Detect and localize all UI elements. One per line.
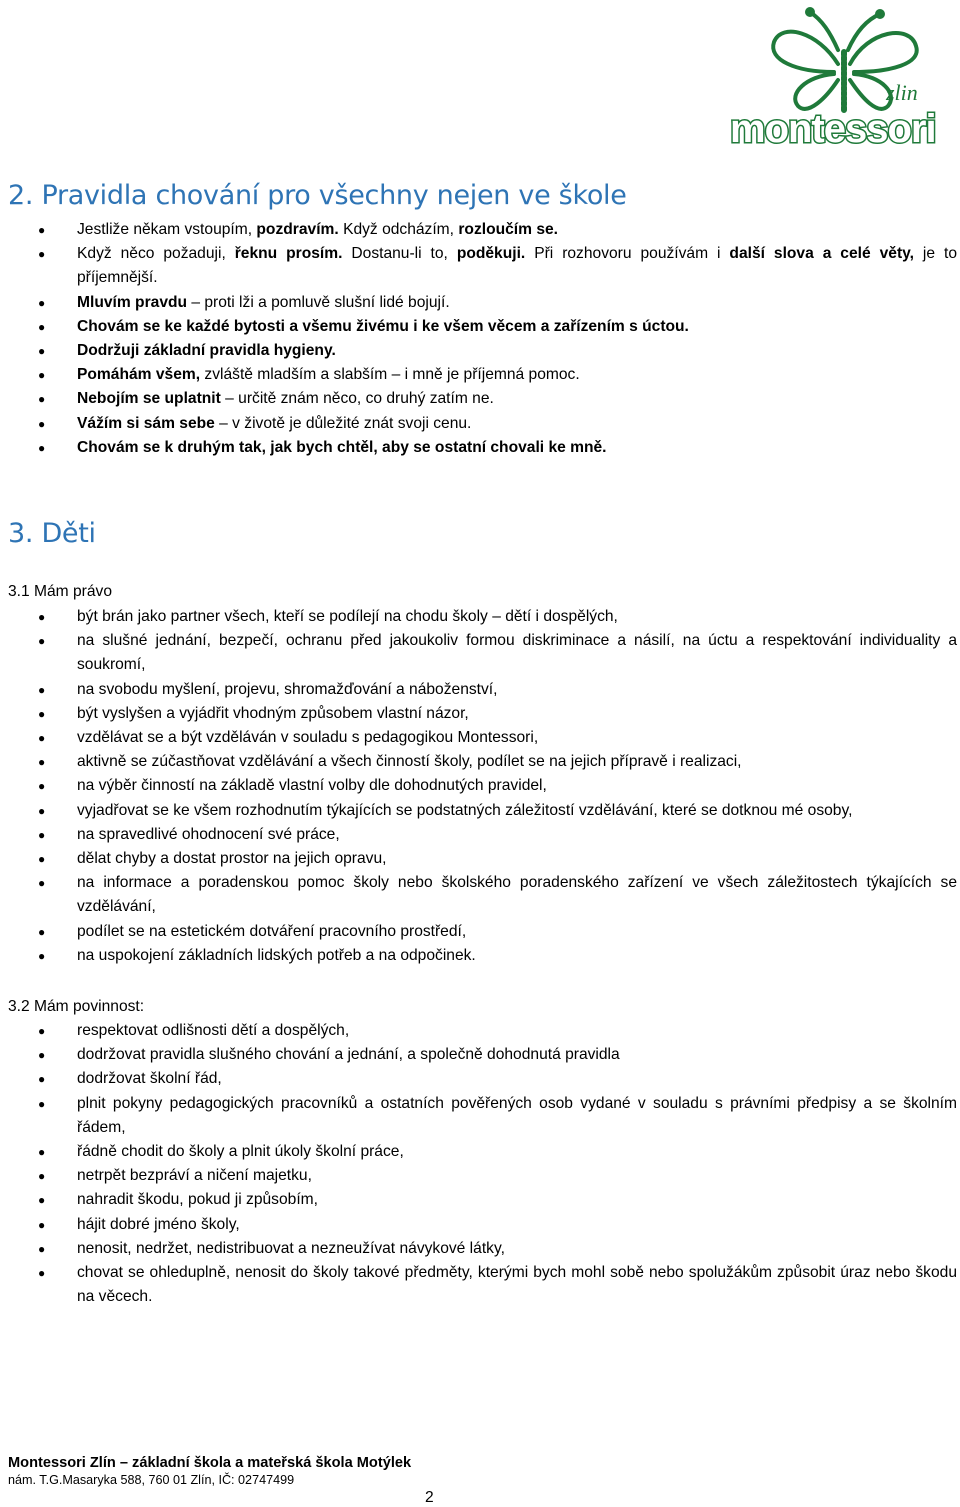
- duty-item-text: netrpět bezpráví a ničení majetku,: [77, 1167, 312, 1185]
- rule-item: [0, 218, 960, 242]
- bullet-icon: ●: [38, 1217, 46, 1232]
- bullet-icon: ●: [38, 247, 46, 262]
- duty-item: [0, 1213, 960, 1237]
- duty-item: [0, 1164, 960, 1188]
- bullet-icon: ●: [38, 1024, 46, 1038]
- right-item-text: být vyslyšen a vyjádřit vhodným způsobem vlastní názor,: [77, 704, 469, 722]
- duty-item-text: dodržovat pravidla slušného chování a jednání, a společně dohodnutá pravidla: [77, 1046, 620, 1064]
- right-item-text: vzdělávat se a být vzděláván v souladu s pedagogikou Montessori,: [77, 729, 539, 747]
- bullet-icon: ●: [38, 924, 46, 939]
- duty-item: [0, 1140, 960, 1164]
- page-number: 2: [425, 1489, 434, 1506]
- subsection-3-1-title: 3.1 Mám právo: [8, 583, 113, 600]
- bullet-icon: ●: [38, 1169, 46, 1184]
- rule-text: Nebojím se uplatnit: [77, 390, 221, 408]
- rule-text: pozdravím.: [256, 221, 339, 238]
- duty-item: [0, 1067, 960, 1091]
- right-item: [0, 871, 960, 919]
- rule-text: Vážím si sám sebe: [77, 414, 215, 432]
- rule-text: rozloučím se.: [458, 221, 558, 238]
- right-item-text: na svobodu myšlení, projevu, shromažďování a náboženství,: [77, 680, 498, 698]
- bullet-icon: ●: [38, 876, 46, 891]
- right-item-text: vyjadřovat se ke všem rozhodnutím týkajících se podstatných záležitostí vzdělávání, které se dotknou mé osoby,: [77, 801, 853, 819]
- bullet-icon: ●: [38, 440, 46, 455]
- rule-item: [0, 387, 960, 411]
- duty-item-text: řádně chodit do školy a plnit úkoly školní práce,: [77, 1143, 404, 1161]
- rule-text: je to příjemnější.: [77, 245, 957, 287]
- right-item: [0, 847, 960, 871]
- right-item: [0, 750, 960, 774]
- logo-text-montessori: montessori: [730, 107, 936, 151]
- duty-item-text: nahradit škodu, pokud ji způsobím,: [77, 1191, 318, 1209]
- bullet-icon: ●: [38, 1096, 46, 1111]
- rule-text: Mluvím pravdu: [77, 293, 188, 311]
- right-item: [0, 774, 960, 798]
- bullet-icon: ●: [38, 755, 46, 770]
- section-2-heading: 2. Pravidla chování pro všechny nejen ve škole: [8, 180, 627, 211]
- rule-text: – v životě je důležité znát svoji cenu.: [214, 414, 472, 432]
- logo-text-zlin: zlin: [886, 80, 918, 105]
- bullet-icon: ●: [38, 682, 46, 697]
- rule-text: Jestliže někam vstoupím,: [77, 221, 257, 238]
- duty-item: [0, 1043, 960, 1067]
- duty-item-text: hájit dobré jméno školy,: [77, 1215, 240, 1233]
- bullet-icon: ●: [38, 803, 46, 818]
- bullet-icon: ●: [38, 416, 46, 431]
- right-item: [0, 944, 960, 968]
- duty-item: [0, 1188, 960, 1212]
- duty-item: [0, 1237, 960, 1261]
- rule-text: – určitě znám něco, co druhý zatím ne.: [220, 390, 494, 408]
- footer-address: nám. T.G.Masaryka 588, 760 01 Zlín, IČ: 02747499: [8, 1473, 295, 1487]
- rule-text: Pomáhám všem,: [77, 366, 201, 384]
- rule-text: Chovám se ke každé bytosti a všemu živému i ke všem věcem a zařízením s úctou.: [77, 317, 689, 335]
- footer: [8, 1454, 411, 1488]
- rule-text: – proti lži a pomluvě slušní lidé bojují.: [187, 293, 450, 311]
- bullet-icon: ●: [38, 852, 46, 867]
- bullet-icon: ●: [38, 948, 46, 963]
- duty-item-text: plnit pokyny pedagogických pracovníků a ostatních pověřených osob vydané v souladu s právními předpisy a se školním řádem,: [77, 1094, 957, 1136]
- rule-text: poděkuji.: [456, 245, 526, 263]
- bullet-icon: ●: [38, 610, 46, 624]
- right-item: [0, 702, 960, 726]
- bullet-icon: ●: [38, 1266, 46, 1281]
- footer-school-name: Montessori Zlín – základní škola a mateřská škola Motýlek: [8, 1455, 412, 1471]
- right-item-text: na informace a poradenskou pomoc školy nebo školského poradenského zařízení ve všech záležitostech týkajících se vzdělávání,: [77, 874, 957, 916]
- rule-item: [0, 436, 960, 460]
- rule-text: Když něco požaduji,: [77, 245, 235, 263]
- bullet-icon: ●: [38, 1145, 46, 1160]
- right-item: [0, 823, 960, 847]
- right-item: [0, 605, 960, 629]
- rule-text: Při rozhovoru používám i: [525, 245, 730, 263]
- rule-text: Chovám se k druhým tak, jak bych chtěl, aby se ostatní chovali ke mně.: [77, 438, 607, 456]
- bullet-icon: ●: [38, 1072, 46, 1087]
- bullet-icon: ●: [38, 634, 46, 649]
- right-item: [0, 920, 960, 944]
- right-item: [0, 629, 960, 677]
- right-item-text: podílet se na estetickém dotváření pracovního prostředí,: [77, 922, 467, 940]
- right-item: [0, 799, 960, 823]
- rule-item: [0, 315, 960, 339]
- rule-item: [0, 412, 960, 436]
- rule-item: [0, 363, 960, 387]
- subsection-3-2-title: 3.2 Mám povinnost:: [8, 998, 145, 1015]
- right-item-text: být brán jako partner všech, kteří se podílejí na chodu školy – dětí i dospělých,: [77, 608, 618, 625]
- duty-item-text: nenosit, nedržet, nedistribuovat a nezneužívat návykové látky,: [77, 1239, 505, 1257]
- bullet-icon: ●: [38, 223, 46, 237]
- bullet-icon: ●: [38, 1241, 46, 1256]
- duty-item: [0, 1261, 960, 1309]
- bullet-icon: ●: [38, 1193, 46, 1208]
- rights-list: [0, 605, 960, 968]
- right-item: [0, 678, 960, 702]
- bullet-icon: ●: [38, 295, 46, 310]
- bullet-icon: ●: [38, 706, 46, 721]
- rule-item: [0, 242, 960, 290]
- duty-item-text: dodržovat školní řád,: [77, 1070, 222, 1088]
- right-item-text: na uspokojení základních lidských potřeb a na odpočinek.: [77, 946, 476, 964]
- bullet-icon: ●: [38, 827, 46, 842]
- rule-item: [0, 339, 960, 363]
- rule-text: zvláště mladším a slabším – i mně je příjemná pomoc.: [200, 366, 580, 384]
- right-item-text: dělat chyby a dostat prostor na jejich opravu,: [77, 850, 387, 868]
- right-item-text: aktivně se zúčastňovat vzdělávání a všech činností školy, podílet se na jejich přípravě i realizaci,: [77, 753, 742, 771]
- rule-text: další slova a celé věty,: [729, 245, 914, 263]
- montessori-logo: [726, 2, 956, 152]
- bullet-icon: ●: [38, 1048, 46, 1063]
- bullet-icon: ●: [38, 779, 46, 794]
- duty-item: [0, 1019, 960, 1043]
- rule-item: [0, 291, 960, 315]
- right-item-text: na spravedlivé ohodnocení své práce,: [77, 825, 340, 843]
- bullet-icon: ●: [38, 392, 46, 407]
- bullet-icon: ●: [38, 344, 46, 359]
- section-2-rules-list: [0, 218, 960, 460]
- right-item: [0, 726, 960, 750]
- duties-list: [0, 1019, 960, 1309]
- rule-text: Dodržuji základní pravidla hygieny.: [77, 342, 336, 360]
- right-item-text: na výběr činností na základě vlastní volby dle dohodnutých pravidel,: [77, 777, 547, 795]
- rule-text: Dostanu-li to,: [342, 245, 457, 263]
- right-item-text: na slušné jednání, bezpečí, ochranu před jakoukoliv formou diskriminace a násilí, na úctu a respektování individuality a soukromí,: [77, 632, 957, 674]
- duty-item-text: chovat se ohleduplně, nenosit do školy takové předměty, kterými bych mohl sobě nebo spolužákům způsobit úraz nebo škodu na věcech.: [77, 1264, 957, 1306]
- duty-item: [0, 1092, 960, 1140]
- duty-item-text: respektovat odlišnosti dětí a dospělých,: [77, 1022, 350, 1039]
- bullet-icon: ●: [38, 319, 46, 334]
- bullet-icon: ●: [38, 368, 46, 383]
- butterfly-logo-icon: [726, 2, 956, 152]
- bullet-icon: ●: [38, 731, 46, 746]
- section-3-heading: 3. Děti: [8, 518, 96, 549]
- rule-text: Když odcházím,: [338, 221, 459, 238]
- rule-text: řeknu prosím.: [234, 245, 343, 263]
